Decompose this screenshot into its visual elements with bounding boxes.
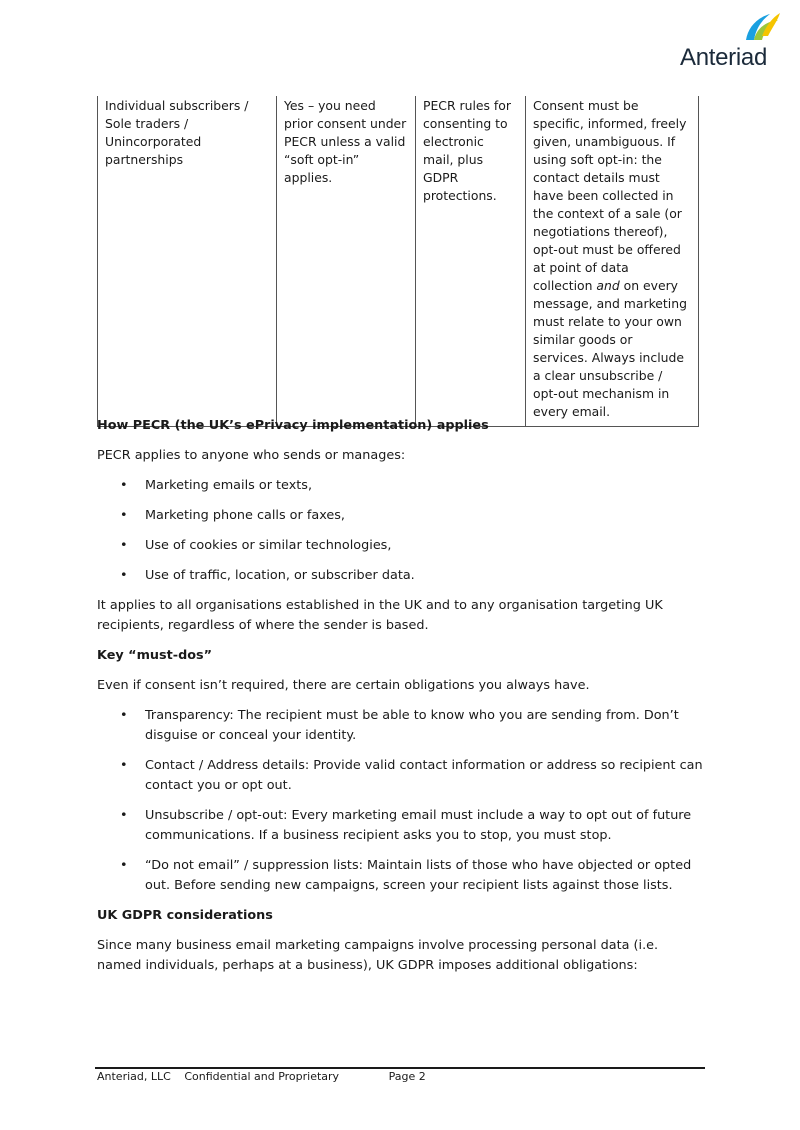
table-cell-notes — [526, 96, 699, 427]
pecr-heading: How PECR (the UK’s ePrivacy implementation) applies — [97, 418, 489, 433]
bullet-icon: • — [120, 538, 128, 553]
footer-company: Anteriad, LLC — [97, 1070, 171, 1083]
footer-confidential: Confidential and Proprietary — [184, 1070, 340, 1083]
list-item-text: Contact / Address details: Provide valid contact information or address so recipient can contact you or opt out. — [145, 758, 703, 793]
pecr-intro: PECR applies to anyone who sends or manages: — [97, 448, 406, 463]
list-item-text: Marketing phone calls or faxes, — [145, 508, 345, 523]
list-item-text: Use of cookies or similar technologies, — [145, 538, 392, 553]
bullet-icon: • — [120, 508, 128, 523]
notes-text-emphasis: and — [596, 278, 620, 293]
list-item-text: “Do not email” / suppression lists: Maintain lists of those who have objected or opted out. Before sending new campaigns, screen your recipient lists against those lists. — [145, 858, 692, 893]
notes-text-part1: Consent must be specific, informed, freely given, unambiguous. If using soft opt-in: the contact details must have been collected in the context of a sale (or negotiations thereof), opt-out must be offered at point of data collection — [533, 98, 687, 293]
list-item — [97, 806, 705, 846]
bullet-icon: • — [120, 758, 128, 773]
mustdo-intro: Even if consent isn’t required, there are certain obligations you always have. — [97, 678, 590, 693]
list-item — [97, 536, 705, 556]
logo-mark-icon — [742, 12, 782, 42]
table-row — [98, 96, 699, 427]
table-cell-rules: PECR rules for consenting to electronic mail, plus GDPR protections. — [416, 96, 526, 427]
list-item — [97, 506, 705, 526]
list-item — [97, 756, 705, 796]
mustdo-heading: Key “must-dos” — [97, 648, 213, 663]
notes-text-part2: on every message, and marketing must relate to your own similar goods or services. Always include a clear unsubscribe / opt-out mechanism in every email. — [533, 278, 687, 419]
bullet-icon: • — [120, 568, 128, 583]
list-item — [97, 566, 705, 586]
list-item — [97, 476, 705, 496]
list-item-text: Use of traffic, location, or subscriber data. — [145, 568, 415, 583]
mustdo-bullet-list — [97, 706, 705, 896]
logo-text: Anteriad — [680, 44, 767, 71]
pecr-scope: It applies to all organisations established in the UK and to any organisation targeting UK recipients, regardless of where the sender is based. — [97, 598, 663, 633]
list-item-text: Marketing emails or texts, — [145, 478, 313, 493]
bullet-icon: • — [120, 858, 128, 873]
list-item — [97, 706, 705, 746]
footer-divider — [95, 1067, 705, 1069]
gdpr-intro: Since many business email marketing campaigns involve processing personal data (i.e. named individuals, perhaps at a business), UK GDPR imposes additional obligations: — [97, 938, 659, 973]
list-item-text: Unsubscribe / opt-out: Every marketing email must include a way to opt out of future communications. If a business recipient asks you to stop, you must stop. — [145, 808, 692, 843]
pecr-bullet-list — [97, 476, 705, 586]
bullet-icon: • — [120, 708, 128, 723]
document-body — [97, 416, 705, 986]
table-cell-recipient-type: Individual subscribers / Sole traders / Unincorporated partnerships — [98, 96, 277, 427]
company-logo — [680, 12, 780, 71]
list-item — [97, 856, 705, 896]
table-cell-consent-required: Yes – you need prior consent under PECR unless a valid “soft opt-in” applies. — [277, 96, 416, 427]
consent-table — [97, 96, 699, 427]
footer-page-number: Page 2 — [388, 1070, 426, 1083]
page-footer — [97, 1070, 426, 1083]
list-item-text: Transparency: The recipient must be able to know who you are sending from. Don’t disguise or conceal your identity. — [145, 708, 679, 743]
bullet-icon: • — [120, 478, 128, 493]
gdpr-heading: UK GDPR considerations — [97, 908, 273, 923]
bullet-icon: • — [120, 808, 128, 823]
